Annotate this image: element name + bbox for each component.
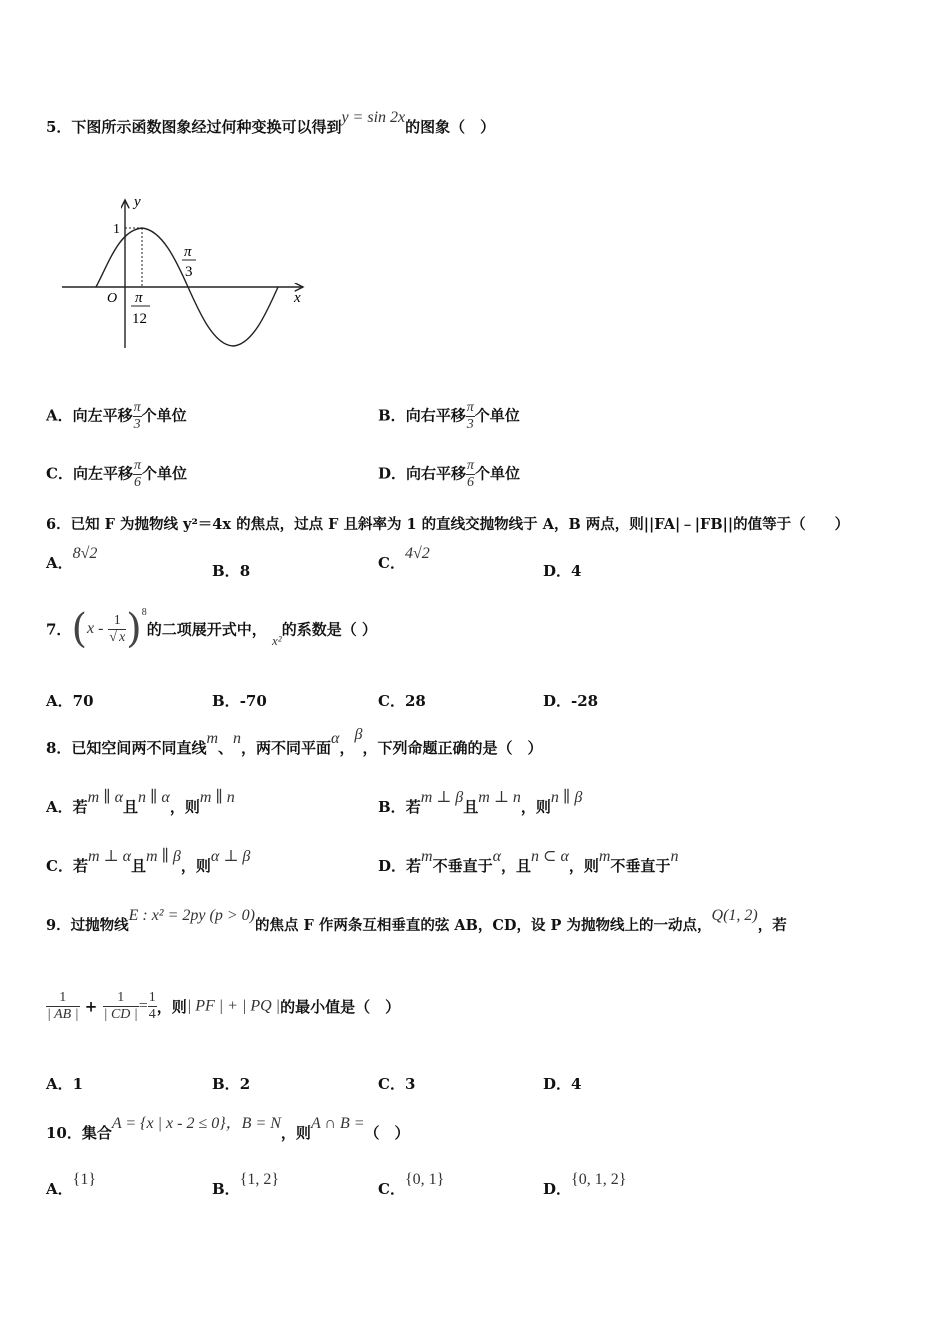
option-post: 个单位 [474, 406, 520, 425]
q10-option-a[interactable] [46, 1171, 96, 1199]
q6-option-c[interactable] [378, 545, 430, 573]
option-letter: D． [543, 562, 572, 580]
option-letter: C． [46, 857, 73, 875]
q7-expression: (x - $\frac{1}{√ x}$ )$^8$ [71, 606, 147, 652]
q9-frac-cd: $\frac{1}{| CD |}$ [103, 990, 138, 1022]
graph-pi-bottom: π [135, 290, 143, 306]
option-letter: A． [46, 692, 73, 710]
q10-text: ，则 [280, 1124, 311, 1142]
q9-text: ，若 [757, 917, 787, 934]
q5-option-c[interactable] [46, 458, 187, 491]
q10-set-def: A = {x | x - 2 ≤ 0}，B = N [111, 1115, 281, 1132]
q8-option-a[interactable]: A．若m ∥ α且n ∥ α，则m ∥ n [46, 789, 235, 816]
q5-prefix: 5．下图所示函数图象经过何种变换可以得到 [46, 118, 342, 136]
graph-origin-label: O [107, 291, 118, 306]
option-pre: 向右平移 [406, 464, 467, 483]
q7-option-b[interactable] [212, 690, 267, 711]
option-letter: C． [378, 1180, 405, 1198]
option-value: {0, 1} [404, 1171, 445, 1188]
q7-mid: 的二项展开式中， [146, 620, 267, 639]
option-value: 8√2 [72, 545, 98, 562]
option-letter: D． [543, 1180, 572, 1198]
q10-text: 10．集合 [46, 1124, 112, 1142]
option-letter: A． [46, 1180, 73, 1198]
q8-text: ，两不同平面 [241, 739, 332, 757]
option-value: 70 [72, 692, 94, 710]
option-letter: A． [46, 554, 73, 572]
option-letter: A． [46, 406, 73, 425]
q6-option-b[interactable] [212, 560, 250, 581]
option-value: 2 [239, 1075, 251, 1093]
q9-target: | PF | + | PQ | [186, 997, 281, 1015]
q10-option-d[interactable] [543, 1171, 627, 1199]
graph-pi-top: π [184, 244, 192, 260]
option-letter: B． [212, 562, 240, 580]
option-pre: 向左平移 [72, 464, 133, 483]
q9-text: 的焦点 F 作两条互相垂直的弦 AB，CD，设 P 为抛物线上的一动点， [254, 917, 712, 934]
option-letter: D． [543, 692, 572, 710]
option-value: 4√2 [404, 545, 430, 562]
question-9-condition: $\frac{1}{| AB |}$ + $\frac{1}{| CD |}$ = $\frac{1}{4}$ ，则| PF | + | PQ |的最小值是（ ） [47, 990, 401, 1022]
q8-option-b[interactable]: B．若m ⊥ β且m ⊥ n，则n ∥ β [378, 789, 583, 816]
option-letter: C． [378, 554, 405, 572]
q8-alpha: α [331, 730, 340, 747]
option-value: 3 [404, 1075, 416, 1093]
q8-option-c[interactable]: C．若m ⊥ α且m ∥ β，则α ⊥ β [46, 848, 251, 875]
option-value: 1 [72, 1075, 84, 1093]
fraction: $\frac{\pi}{6}$ [467, 458, 475, 490]
graph-twelve: 12 [132, 311, 147, 327]
q8-text: ，下列命题正确的是（ ） [362, 739, 543, 757]
question-5-stem [46, 109, 496, 137]
sine-graph [58, 190, 318, 355]
q5-formula: y = sin 2x [341, 109, 406, 126]
option-pre: 向左平移 [72, 406, 133, 425]
question-9-stem [46, 907, 787, 935]
option-value: -28 [571, 692, 599, 710]
option-value: {1, 2} [239, 1171, 280, 1188]
graph-one-label: 1 [113, 222, 120, 237]
q9-frac-ab: $\frac{1}{| AB |}$ [47, 990, 79, 1022]
option-pre: 向右平移 [405, 406, 466, 425]
option-letter: C． [378, 1075, 405, 1093]
question-8-stem [46, 726, 543, 758]
option-letter: A． [46, 1075, 73, 1093]
q7-num: 7． [46, 620, 72, 639]
q5-option-a[interactable] [46, 400, 187, 433]
option-letter: B． [212, 692, 240, 710]
q5-option-b[interactable] [378, 400, 520, 433]
option-letter: B． [378, 798, 406, 816]
option-value: -70 [239, 692, 267, 710]
option-value: 4 [571, 1075, 582, 1093]
question-6-stem: 6．已知 F 为抛物线 y²＝4x 的焦点，过点 F 且斜率为 1 的直线交抛物线于 A，B 两点，则||FA|﹣|FB||的值等于（ ） [46, 516, 850, 533]
option-post: 个单位 [475, 464, 521, 483]
graph-x-label: x [294, 290, 301, 306]
q9-parabola: E : x² = 2py (p > 0) [128, 907, 255, 924]
q7-suffix: 的系数是（ ） [281, 620, 377, 639]
q10-option-b[interactable] [212, 1171, 280, 1199]
option-post: 个单位 [141, 464, 187, 483]
q10-intersection: A ∩ B = [310, 1115, 365, 1132]
fraction: $\frac{\pi}{3}$ [466, 400, 474, 432]
option-value: 28 [404, 692, 426, 710]
q7-option-a[interactable] [46, 690, 94, 711]
option-letter: D． [543, 1075, 572, 1093]
q8-option-d[interactable]: D．若m不垂直于α，且n ⊂ α，则m不垂直于n [378, 848, 679, 875]
q8-text: 8．已知空间两不同直线 [46, 739, 207, 757]
fraction: $\frac{\pi}{6}$ [133, 458, 141, 490]
q9-point-q: Q(1, 2) [711, 907, 758, 924]
q8-m: m [206, 730, 219, 747]
option-letter: B． [212, 1180, 240, 1198]
q10-option-c[interactable] [378, 1171, 445, 1199]
option-letter: B． [378, 406, 406, 425]
q7-option-c[interactable] [378, 690, 426, 711]
question-7-stem [46, 606, 377, 652]
option-letter: C． [46, 464, 73, 483]
option-letter: D． [378, 857, 407, 875]
q8-text: 、 [218, 739, 234, 757]
q10-text: （ ） [364, 1124, 410, 1142]
q6-option-d[interactable] [543, 560, 581, 581]
q9-frac-quarter: $\frac{1}{4}$ [148, 990, 156, 1022]
option-value: {0, 1, 2} [571, 1171, 627, 1188]
option-value: 4 [571, 562, 582, 580]
q9-text: 9．过抛物线 [46, 917, 129, 934]
q8-beta: β [354, 726, 363, 743]
option-value: 8 [239, 562, 251, 580]
option-post: 个单位 [141, 406, 187, 425]
q8-text: ， [339, 739, 355, 757]
fraction: $\frac{\pi}{3}$ [133, 400, 141, 432]
option-letter: C． [378, 692, 405, 710]
q5-option-d[interactable] [378, 458, 520, 491]
q7-x2: x² [272, 633, 282, 648]
q7-option-d[interactable] [543, 690, 598, 711]
option-value: {1} [72, 1171, 96, 1188]
option-letter: D． [378, 464, 407, 483]
graph-y-label: y [134, 194, 141, 210]
question-10-stem [46, 1115, 410, 1143]
graph-three: 3 [185, 264, 193, 280]
q9-option-d[interactable] [543, 1073, 581, 1094]
q6-option-a[interactable] [46, 545, 98, 573]
q9-option-b[interactable] [212, 1073, 250, 1094]
q9-option-c[interactable] [378, 1073, 415, 1094]
option-letter: B． [212, 1075, 240, 1093]
q8-n: n [233, 730, 242, 747]
q9-option-a[interactable] [46, 1073, 83, 1094]
q5-suffix: 的图象（ ） [405, 118, 496, 136]
option-letter: A． [46, 798, 73, 816]
